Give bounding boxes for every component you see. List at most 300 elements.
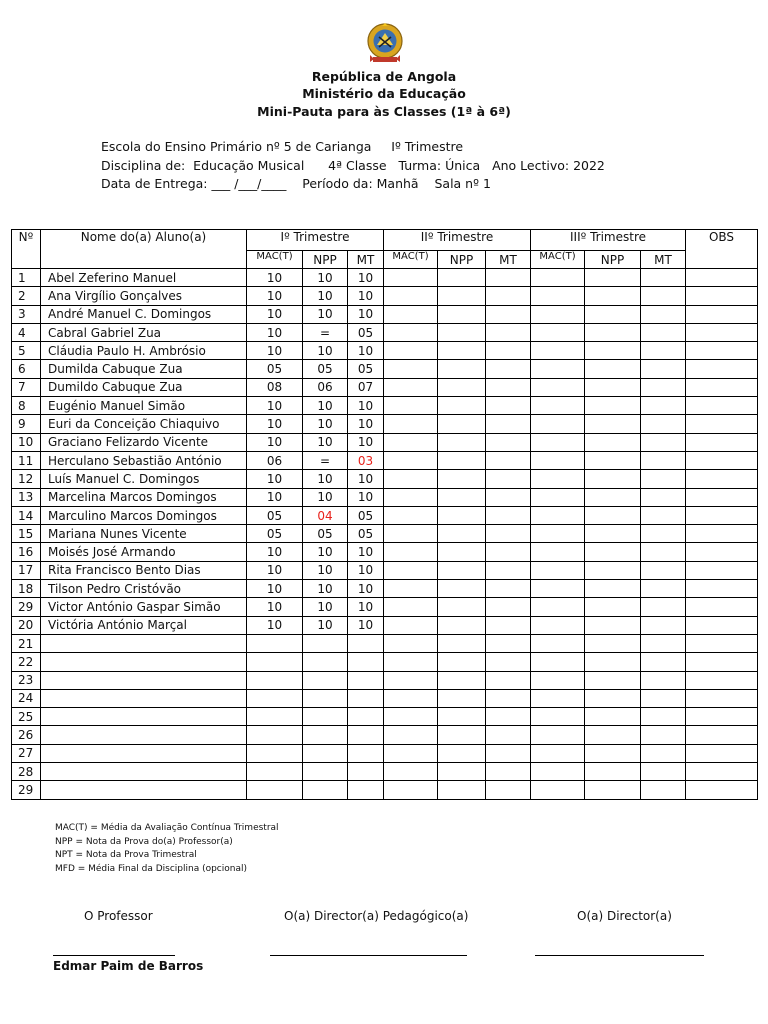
row-number: 9 [12,415,41,433]
pedagogical-director-label: O(a) Director(a) Pedagógico(a) [284,909,469,923]
student-name: Rita Francisco Bento Dias [41,561,247,579]
student-name: Mariana Nunes Vicente [41,525,247,543]
t3-mac-cell [531,653,585,671]
director-label: O(a) Director(a) [577,909,672,923]
t2-npp-cell [438,634,486,652]
t1-mt-cell [348,634,384,652]
t2-npp-cell [438,323,486,341]
t3-npp-cell [585,744,641,762]
t3-mac-cell [531,726,585,744]
table-row [12,616,758,634]
row-number: 24 [12,689,41,707]
t1-mt-cell: 10 [348,287,384,305]
obs-cell [686,689,758,707]
t1-mt-cell: 05 [348,506,384,524]
table-row [12,763,758,781]
t3-mt-cell [641,342,686,360]
t1-mt-cell: 05 [348,525,384,543]
student-name [41,763,247,781]
t3-mt-cell [641,488,686,506]
t1-mac-cell: 05 [247,525,303,543]
t3-mt-header: MT [641,251,686,269]
student-name: Eugénio Manuel Simão [41,397,247,415]
t1-mac-cell: 10 [247,598,303,616]
t1-mac-cell: 10 [247,323,303,341]
t1-mt-cell: 10 [348,269,384,287]
t1-mt-cell [348,744,384,762]
t2-mt-cell [486,269,531,287]
table-header-row [12,230,758,251]
row-number: 11 [12,451,41,469]
t2-mt-cell [486,634,531,652]
t2-mt-cell [486,561,531,579]
t2-mac-cell [384,287,438,305]
student-name: Herculano Sebastião António [41,451,247,469]
legend-npt: NPT = Nota da Prova Trimestral [55,850,197,860]
t3-npp-cell [585,323,641,341]
t1-mt-cell: 03 [348,451,384,469]
t1-mt-header: MT [348,251,384,269]
t2-mac-cell [384,305,438,323]
table-row [12,305,758,323]
t2-mt-cell [486,397,531,415]
t1-npp-cell: 10 [303,342,348,360]
t3-mac-cell [531,580,585,598]
t2-mac-cell [384,726,438,744]
t3-mt-cell [641,470,686,488]
t2-npp-header: NPP [438,251,486,269]
t2-mt-cell [486,470,531,488]
t3-npp-cell [585,378,641,396]
row-number: 16 [12,543,41,561]
t1-npp-cell [303,653,348,671]
t2-npp-cell [438,580,486,598]
t1-mac-cell: 10 [247,342,303,360]
t3-mac-cell [531,470,585,488]
table-row [12,671,758,689]
t1-mt-cell: 10 [348,397,384,415]
t2-mac-cell [384,342,438,360]
header-republic: República de Angola [311,69,457,84]
t1-npp-cell: 05 [303,360,348,378]
t2-npp-cell [438,561,486,579]
obs-cell [686,616,758,634]
t2-mt-cell [486,323,531,341]
student-name [41,708,247,726]
t1-mac-cell: 08 [247,378,303,396]
student-name [41,726,247,744]
student-name: Cabral Gabriel Zua [41,323,247,341]
t1-npp-cell: 10 [303,470,348,488]
t2-npp-cell [438,451,486,469]
t2-mt-cell [486,506,531,524]
t1-npp-cell [303,708,348,726]
obs-cell [686,360,758,378]
t1-npp-cell: 10 [303,616,348,634]
t1-npp-cell: 10 [303,488,348,506]
t2-mt-cell [486,378,531,396]
t2-mac-cell [384,561,438,579]
obs-cell [686,433,758,451]
trimester-2-header: IIº Trimestre [384,230,531,251]
t3-mac-cell [531,598,585,616]
t1-mac-cell: 10 [247,269,303,287]
t1-mac-cell: 06 [247,451,303,469]
t3-mac-cell [531,305,585,323]
table-row [12,360,758,378]
obs-cell [686,763,758,781]
t1-mac-cell [247,689,303,707]
obs-cell [686,397,758,415]
student-name: Victória António Marçal [41,616,247,634]
student-name: Dumildo Cabuque Zua [41,378,247,396]
t2-mac-cell [384,781,438,799]
t2-npp-cell [438,506,486,524]
student-name: Victor António Gaspar Simão [41,598,247,616]
school-info: Escola do Ensino Primário nº 5 de Carianga Iº Trimestre [101,139,464,154]
legend-mfd: MFD = Média Final da Disciplina (opcional) [55,864,247,874]
row-number: 15 [12,525,41,543]
t3-mac-header: MAC(T) [531,251,585,269]
t2-mt-cell [486,616,531,634]
t3-mt-cell [641,378,686,396]
student-name: Graciano Felizardo Vicente [41,433,247,451]
t2-npp-cell [438,744,486,762]
t3-mac-cell [531,269,585,287]
t3-mt-cell [641,671,686,689]
student-name [41,653,247,671]
t2-mac-cell [384,415,438,433]
row-number: 4 [12,323,41,341]
t3-mac-cell [531,744,585,762]
t1-mac-cell [247,634,303,652]
t3-npp-cell [585,689,641,707]
student-name: Luís Manuel C. Domingos [41,470,247,488]
t3-mt-cell [641,689,686,707]
t3-mt-cell [641,287,686,305]
t2-mac-cell [384,488,438,506]
t2-npp-cell [438,378,486,396]
t1-npp-cell [303,726,348,744]
t1-mt-cell: 10 [348,305,384,323]
t3-mac-cell [531,287,585,305]
t1-npp-cell: 10 [303,415,348,433]
t2-mac-header: MAC(T) [384,251,438,269]
t3-mt-cell [641,763,686,781]
t1-npp-cell: 06 [303,378,348,396]
t3-mac-cell [531,451,585,469]
t1-mac-cell [247,763,303,781]
t2-mt-cell [486,689,531,707]
table-row [12,653,758,671]
t3-mac-cell [531,378,585,396]
trimester-3-header: IIIº Trimestre [531,230,686,251]
t2-mac-cell [384,360,438,378]
obs-cell [686,781,758,799]
t3-npp-cell [585,415,641,433]
row-number: 14 [12,506,41,524]
table-row [12,323,758,341]
t3-mac-cell [531,397,585,415]
t2-mac-cell [384,598,438,616]
t2-npp-cell [438,415,486,433]
t2-mac-cell [384,378,438,396]
t1-npp-cell: 10 [303,433,348,451]
t3-npp-cell [585,653,641,671]
student-name [41,634,247,652]
t3-npp-cell [585,616,641,634]
t1-mac-cell: 10 [247,305,303,323]
student-name: Dumilda Cabuque Zua [41,360,247,378]
row-number: 23 [12,671,41,689]
obs-cell [686,415,758,433]
row-number: 2 [12,287,41,305]
t1-mt-cell [348,726,384,744]
t1-npp-cell: 10 [303,305,348,323]
t2-mac-cell [384,470,438,488]
t2-mt-cell [486,726,531,744]
t3-mac-cell [531,415,585,433]
t3-mt-cell [641,397,686,415]
t3-npp-cell [585,781,641,799]
row-number: 17 [12,561,41,579]
row-number: 13 [12,488,41,506]
obs-cell [686,726,758,744]
student-name: Marcelina Marcos Domingos [41,488,247,506]
t1-mt-cell: 10 [348,598,384,616]
obs-cell [686,323,758,341]
t2-mac-cell [384,671,438,689]
t1-mt-cell: 10 [348,342,384,360]
header-ministry: Ministério da Educação [302,86,466,101]
obs-cell [686,525,758,543]
t2-mt-cell [486,525,531,543]
obs-cell [686,580,758,598]
t2-mac-cell [384,763,438,781]
t1-npp-cell: 04 [303,506,348,524]
t3-mt-cell [641,634,686,652]
t3-mac-cell [531,525,585,543]
row-number: 5 [12,342,41,360]
t1-mac-cell: 10 [247,543,303,561]
t3-mt-cell [641,543,686,561]
t3-npp-cell [585,506,641,524]
obs-cell [686,488,758,506]
obs-cell [686,708,758,726]
t3-npp-cell [585,360,641,378]
professor-label: O Professor [84,909,153,923]
t1-mt-cell [348,653,384,671]
table-row [12,726,758,744]
t2-mt-cell [486,433,531,451]
t1-mt-cell: 07 [348,378,384,396]
obs-cell [686,342,758,360]
student-name: Euri da Conceição Chiaquivo [41,415,247,433]
t1-npp-cell: 10 [303,598,348,616]
t1-npp-cell: 05 [303,525,348,543]
table-row [12,378,758,396]
t2-mt-cell [486,671,531,689]
t2-npp-cell [438,342,486,360]
t1-mt-cell [348,781,384,799]
t1-npp-cell: = [303,451,348,469]
t3-npp-cell [585,470,641,488]
obs-cell [686,378,758,396]
student-name [41,671,247,689]
table-row [12,451,758,469]
t2-npp-cell [438,287,486,305]
obs-cell [686,744,758,762]
student-name: Ana Virgílio Gonçalves [41,287,247,305]
table-row [12,708,758,726]
t2-mac-cell [384,616,438,634]
professor-name: Edmar Paim de Barros [53,959,204,973]
t2-npp-cell [438,305,486,323]
t1-mt-cell: 10 [348,561,384,579]
t1-mac-cell: 10 [247,488,303,506]
t2-npp-cell [438,543,486,561]
t3-mac-cell [531,561,585,579]
table-row [12,689,758,707]
t2-mac-cell [384,269,438,287]
t2-mt-cell [486,543,531,561]
row-number: 8 [12,397,41,415]
trimester-1-header: Iº Trimestre [247,230,384,251]
row-number: 26 [12,726,41,744]
t3-npp-header: NPP [585,251,641,269]
t1-mac-cell: 05 [247,506,303,524]
t1-npp-cell [303,763,348,781]
t3-mt-cell [641,598,686,616]
t3-npp-cell [585,305,641,323]
obs-cell [686,287,758,305]
t3-mac-cell [531,506,585,524]
t3-mt-cell [641,323,686,341]
t2-mac-cell [384,397,438,415]
t2-mac-cell [384,744,438,762]
row-number: 3 [12,305,41,323]
t1-npp-cell [303,671,348,689]
table-row [12,744,758,762]
table-row [12,506,758,524]
t1-mac-cell: 10 [247,433,303,451]
t2-mt-cell [486,415,531,433]
t2-mac-cell [384,506,438,524]
t2-npp-cell [438,269,486,287]
obs-cell [686,305,758,323]
table-body [12,269,758,800]
t3-mt-cell [641,360,686,378]
t2-npp-cell [438,653,486,671]
t2-mac-cell [384,525,438,543]
professor-signature-line [53,955,175,956]
angola-coat-of-arms-icon [364,22,406,66]
student-name: Marculino Marcos Domingos [41,506,247,524]
t3-mt-cell [641,305,686,323]
row-number: 18 [12,580,41,598]
t1-mt-cell: 05 [348,360,384,378]
row-number: 12 [12,470,41,488]
t2-npp-cell [438,689,486,707]
t2-mac-cell [384,634,438,652]
row-number: 25 [12,708,41,726]
t2-mt-cell [486,451,531,469]
student-name: André Manuel C. Domingos [41,305,247,323]
t3-npp-cell [585,397,641,415]
obs-cell [686,671,758,689]
t2-mac-cell [384,543,438,561]
t1-mt-cell [348,708,384,726]
table-row [12,525,758,543]
t3-mac-cell [531,342,585,360]
t2-mac-cell [384,689,438,707]
row-number: 1 [12,269,41,287]
student-name: Cláudia Paulo H. Ambrósio [41,342,247,360]
t1-mac-cell: 10 [247,470,303,488]
t1-npp-cell [303,781,348,799]
row-number: 29 [12,598,41,616]
t1-npp-header: NPP [303,251,348,269]
t3-npp-cell [585,561,641,579]
t1-mt-cell: 10 [348,543,384,561]
t1-mac-cell [247,781,303,799]
t1-mac-cell: 10 [247,561,303,579]
t3-mac-cell [531,323,585,341]
t2-mt-cell [486,781,531,799]
t3-mt-cell [641,616,686,634]
row-number: 7 [12,378,41,396]
t2-mt-cell [486,580,531,598]
t2-npp-cell [438,708,486,726]
t1-mac-cell [247,671,303,689]
t3-npp-cell [585,488,641,506]
t2-mac-cell [384,451,438,469]
t3-mt-cell [641,451,686,469]
t2-npp-cell [438,763,486,781]
t1-mt-cell: 10 [348,616,384,634]
col-name-header: Nome do(a) Aluno(a) [41,230,247,269]
row-number: 29 [12,781,41,799]
t3-mac-cell [531,763,585,781]
t3-npp-cell [585,726,641,744]
t1-mac-cell: 10 [247,287,303,305]
obs-cell [686,543,758,561]
director-signature-line [535,955,704,956]
t2-mt-cell [486,305,531,323]
grades-table [11,229,758,800]
t2-npp-cell [438,433,486,451]
t3-mt-cell [641,653,686,671]
t3-mt-cell [641,269,686,287]
t2-npp-cell [438,598,486,616]
student-name [41,689,247,707]
student-name: Abel Zeferino Manuel [41,269,247,287]
t2-mac-cell [384,433,438,451]
obs-cell [686,561,758,579]
t3-mt-cell [641,708,686,726]
t3-mt-cell [641,415,686,433]
delivery-info: Data de Entrega: ___ /___/____ Período da: Manhã Sala nº 1 [101,176,491,191]
row-number: 21 [12,634,41,652]
t1-mt-cell [348,671,384,689]
t2-mt-cell [486,763,531,781]
table-row [12,598,758,616]
legend-npp: NPP = Nota da Prova do(a) Professor(a) [55,837,233,847]
t1-npp-cell: 10 [303,287,348,305]
t3-npp-cell [585,708,641,726]
t1-mac-cell: 10 [247,580,303,598]
t1-npp-cell: 10 [303,580,348,598]
